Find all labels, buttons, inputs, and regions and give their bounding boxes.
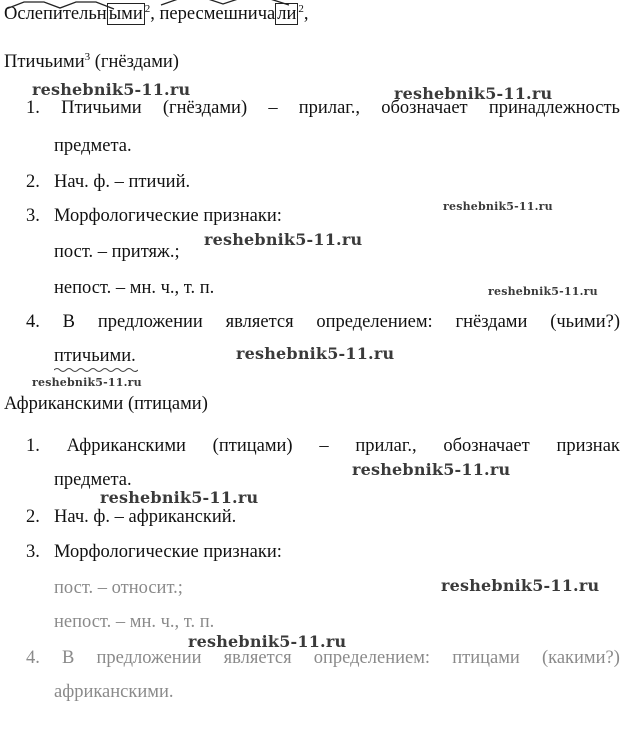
watermark: reshebnik5-11.ru [236,344,395,363]
word: определением: [316,312,433,332]
word: Африканскими [66,436,186,456]
watermark: reshebnik5-11.ru [352,460,511,479]
section1-heading-index: 3 [84,50,91,63]
watermark: reshebnik5-11.ru [204,230,363,249]
word: является [223,648,292,668]
s2-item4-cont: африканскими. [54,682,174,702]
watermark: reshebnik5-11.ru [394,84,553,103]
s2-item4-line1 [26,648,620,669]
s2-item1-cont: предмета. [54,470,132,490]
watermark: reshebnik5-11.ru [32,376,142,389]
s1-item4-line1 [26,312,620,333]
s2-item2: 2. Нач. ф. – африканский. [26,507,237,527]
s2-nonconst-features: непост. – мн. ч., т. п. [54,612,215,632]
word: обозначает [381,98,468,118]
watermark: reshebnik5-11.ru [441,576,600,595]
s1-item1-cont: предмета. [54,136,132,156]
section1-heading: Птичьими$^3$ (гнёздами) [4,50,179,72]
section2-heading: Африканскими (птицами) [4,394,208,414]
word: гнёздами [455,312,528,332]
word: предложении [96,648,202,668]
word2 [159,4,298,24]
s1-nonconst-features: непост. – мн. ч., т. п. [54,278,215,298]
word: прилаг., [355,436,417,456]
word: (чьими?) [550,312,620,332]
word: (гнёздами) [162,98,248,118]
word2-root: пересмешнича [159,4,276,24]
word: – [268,98,278,118]
wavy-underline [54,367,138,373]
s1-const-features: пост. – притяж.; [54,242,180,262]
watermark: reshebnik5-11.ru [443,200,553,213]
word: В [62,312,76,332]
word1-ending: ыми [108,4,143,24]
word1-index: 2 [144,2,151,15]
root-arc-2 [159,0,291,6]
watermark: reshebnik5-11.ru [100,488,259,507]
watermark: reshebnik5-11.ru [32,80,191,99]
word: является [225,312,294,332]
word: предложении [97,312,203,332]
word: – [319,436,329,456]
s2-const-features: пост. – относит.; [54,578,183,598]
word: (какими?) [541,648,620,668]
s1-item3: 3. Морфологические признаки: [26,206,282,226]
word2-index: 2 [298,2,304,15]
s2-item1-line1 [26,436,620,457]
s2-item3: 3. Морфологические признаки: [26,542,282,562]
word: птицами [452,648,520,668]
word: (птицами) [212,436,293,456]
header-line [4,4,308,25]
word2-ending: ли [277,4,297,24]
s2-item1-num: 1. [26,436,40,456]
word: принадлежность [488,98,620,118]
trailing-comma: , [303,4,309,24]
watermark: reshebnik5-11.ru [488,285,598,298]
word: Птичьими [61,98,142,118]
s1-item2: 2. Нач. ф. – птичий. [26,172,191,192]
root-arc-1 [4,0,116,10]
word: определением: [313,648,431,668]
separator: , [150,4,160,24]
word: прилаг., [298,98,361,118]
word1-root: Ослепительн [4,4,107,24]
s2-item4-num: 4. [26,648,40,668]
word: обозначает [443,436,530,456]
s1-item1-num: 1. [26,98,40,118]
word: В [62,648,75,668]
watermark: reshebnik5-11.ru [188,632,347,651]
s1-item4-cont: птичьими. [54,346,136,367]
s1-item4-num: 4. [26,312,40,332]
word: признак [556,436,620,456]
